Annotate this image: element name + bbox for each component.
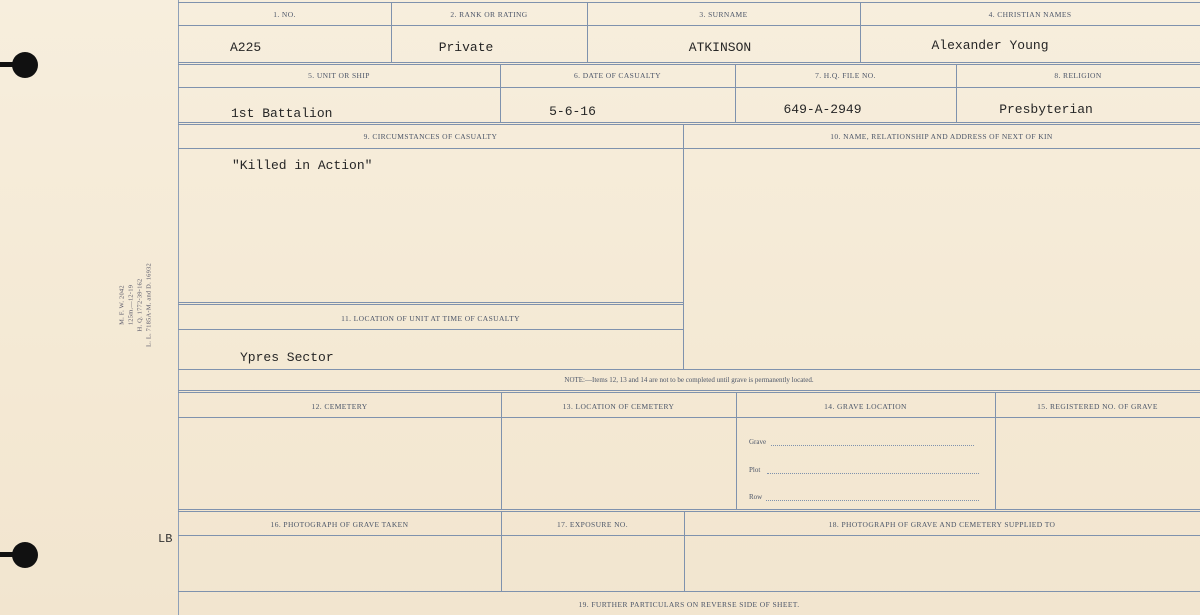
- row-dots: [766, 499, 979, 501]
- punch-hole-top-tab: [0, 62, 20, 67]
- rule-v: [683, 125, 684, 369]
- rule-double: [178, 390, 1200, 393]
- header-hq-file: 7. H.Q. FILE NO.: [815, 71, 876, 80]
- header-date-casualty: 6. DATE OF CASUALTY: [574, 71, 661, 80]
- punch-hole-bottom-tab: [0, 552, 20, 557]
- rule: [178, 87, 1200, 88]
- header-location-unit: 11. LOCATION OF UNIT AT TIME OF CASUALTY: [341, 314, 520, 323]
- margin-print: [118, 258, 198, 353]
- note-text: NOTE:—Items 12, 13 and 14 are not to be completed until grave is permanently located.: [564, 376, 814, 384]
- rule: [178, 148, 1200, 149]
- header-location-cemetery: 13. LOCATION OF CEMETERY: [562, 402, 675, 411]
- header-circumstances: 9. CIRCUMSTANCES OF CASUALTY: [363, 132, 498, 141]
- header-photo-supplied: 18. PHOTOGRAPH OF GRAVE AND CEMETERY SUPPLIED TO: [828, 520, 1056, 529]
- grave-dots: [771, 444, 974, 446]
- header-photo-taken: 16. PHOTOGRAPH OF GRAVE TAKEN: [270, 520, 409, 529]
- value-unit: 1st Battalion: [231, 106, 333, 121]
- rule: [178, 535, 1200, 536]
- margin-print-line: 125m.—12-19: [127, 284, 135, 326]
- header-grave-location: 14. GRAVE LOCATION: [824, 402, 907, 411]
- margin-print-line: H. Q. 1772-39-162: [136, 278, 144, 332]
- rule-double: [178, 509, 1200, 512]
- plot-dots: [767, 472, 979, 474]
- value-rank: Private: [438, 40, 494, 55]
- rule: [178, 417, 1200, 418]
- rule: [178, 329, 683, 330]
- header-unit: 5. UNIT OR SHIP: [308, 71, 370, 80]
- margin-print-line: L. L. 7185A-M. and D. 16932: [145, 263, 153, 347]
- value-religion: Presbyterian: [999, 102, 1093, 117]
- value-circumstances: "Killed in Action": [232, 158, 373, 173]
- margin-print-line: M. F. W. 2042: [118, 285, 126, 325]
- rule: [178, 591, 1200, 592]
- header-no: 1. NO.: [273, 10, 296, 19]
- header-registered-no: 15. REGISTERED NO. OF GRAVE: [1037, 402, 1158, 411]
- header-religion: 8. RELIGION: [1054, 71, 1102, 80]
- rule-double: [178, 122, 1200, 125]
- rule-double: [178, 302, 683, 305]
- value-christian-names: Alexander Young: [931, 38, 1049, 53]
- header-surname: 3. SURNAME: [699, 10, 748, 19]
- value-hq-file: 649-A-2949: [783, 102, 862, 117]
- value-location-unit: Ypres Sector: [240, 350, 334, 365]
- value-no: A225: [230, 40, 262, 55]
- rule-double: [178, 62, 1200, 65]
- rule: [178, 25, 1200, 26]
- header-rank: 2. RANK OR RATING: [450, 10, 528, 19]
- grave-label: Grave: [749, 438, 767, 446]
- header-exposure: 17. EXPOSURE NO.: [557, 520, 628, 529]
- margin-code: LB: [158, 532, 173, 546]
- value-date-casualty: 5-6-16: [549, 104, 596, 119]
- header-next-of-kin: 10. NAME, RELATIONSHIP AND ADDRESS OF NEXT OF KIN: [830, 132, 1053, 141]
- rule: [178, 369, 1200, 370]
- header-christian-names: 4. CHRISTIAN NAMES: [988, 10, 1072, 19]
- row-label: Row: [749, 493, 763, 501]
- plot-label: Plot: [749, 466, 761, 474]
- rule: [178, 2, 1200, 3]
- value-surname: ATKINSON: [688, 40, 752, 55]
- footer-further: 19. FURTHER PARTICULARS ON REVERSE SIDE OF SHEET.: [578, 600, 800, 609]
- header-cemetery: 12. CEMETERY: [311, 402, 368, 411]
